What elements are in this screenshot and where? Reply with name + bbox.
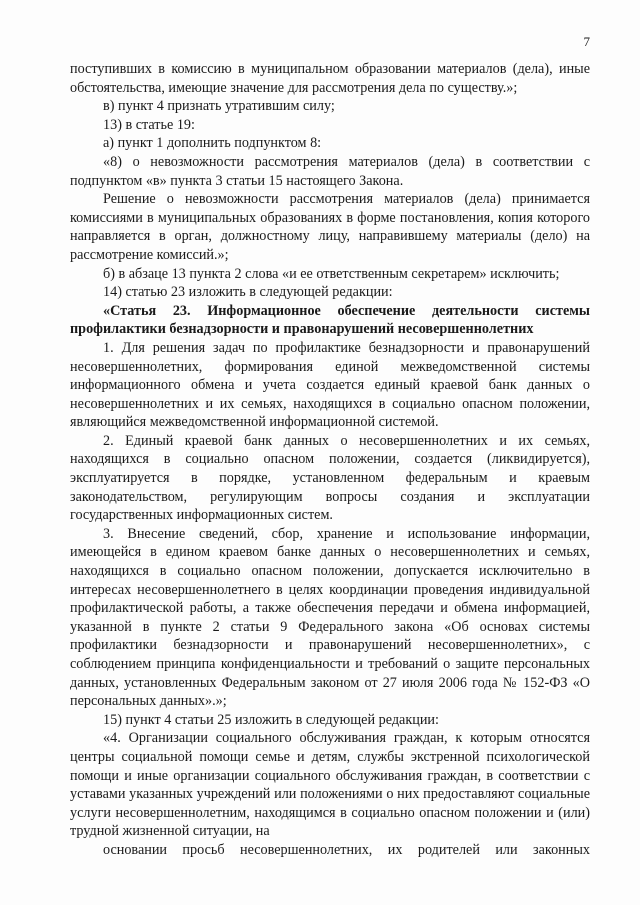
paragraph: поступивших в комиссию в муниципальном образовании материалов (дела), иные обстоятельства, имеющие значение для рассмотрения дела по существу.»; <box>70 61 590 96</box>
paragraph: в) пункт 4 признать утратившим силу; <box>103 98 335 115</box>
paragraph: основании просьб несовершеннолетних, их родителей или законных <box>103 841 590 858</box>
paragraph: 2. Единый краевой банк данных о несовершеннолетних и их семьях, находящихся в социально опасном положении, создается (ликвидируется), эксплуатируется в порядке, установленном федеральным и краевым законодательством, регулирующим вопросы создания и эксплуатации государственных информационных систем. <box>70 432 590 524</box>
paragraph: «8) о невозможности рассмотрения материалов (дела) в соответствии с подпунктом «в» пункта 3 статьи 15 настоящего Закона. <box>70 153 590 189</box>
page-number: 7 <box>583 34 590 49</box>
paragraph: Решение о невозможности рассмотрения материалов (дела) принимается комиссиями в муниципальных образованиях в форме постановления, копия которого направляется в орган, должностному лицу, направившему материалы (дело) на рассмотрение комиссий.»; <box>70 191 590 263</box>
document-body <box>70 60 590 860</box>
paragraph: 13) в статье 19: <box>103 116 195 133</box>
paragraph: 15) пункт 4 статьи 25 изложить в следующей редакции: <box>103 711 439 728</box>
paragraph: 14) статью 23 изложить в следующей редакции: <box>103 284 393 301</box>
article-heading: «Статья 23. Информационное обеспечение деятельности системы профилактики безнадзорности и правонарушений несовершеннолетних <box>70 302 590 338</box>
paragraph: б) в абзаце 13 пункта 2 слова «и ее ответственным секретарем» исключить; <box>103 265 560 282</box>
paragraph: «4. Организации социального обслуживания граждан, к которым относятся центры социальной помощи семье и детям, службы экстренной психологической помощи и иные организации социального обслуживания граждан, в соответствии с уставами указанных учреждений или положениями о них предоставляют социальные услуги несовершеннолетним, находящимся в социально опасном положении и (или) трудной жизненной ситуации, на <box>70 730 590 840</box>
paragraph: 1. Для решения задач по профилактике безнадзорности и правонарушений несовершеннолетних, формирования единой межведомственной системы информационного обмена и учета создается единый краевой банк данных о несовершеннолетних и их семьях, находящихся в социально опасном положении, являющийся межведомственной информационной системой. <box>70 339 590 431</box>
paragraph: а) пункт 1 дополнить подпунктом 8: <box>103 135 322 152</box>
paragraph: 3. Внесение сведений, сбор, хранение и использование информации, имеющейся в едином краевом банке данных о несовершеннолетних и семьях, находящихся в социально опасном положении, допускается исключительно в интересах несовершеннолетнего в целях координации проведения индивидуальной профилактической работы, а также обеспечения передачи и обмена информацией, указанной в пункте 2 статьи 9 Федерального закона «Об основах системы профилактики безнадзорности и правонарушений несовершеннолетних», с соблюдением принципа конфиденциальности и требований о защите персональных данных, установленных Федеральным законом от 27 июля 2006 года № 152-ФЗ «О персональных данных».»; <box>70 525 590 710</box>
